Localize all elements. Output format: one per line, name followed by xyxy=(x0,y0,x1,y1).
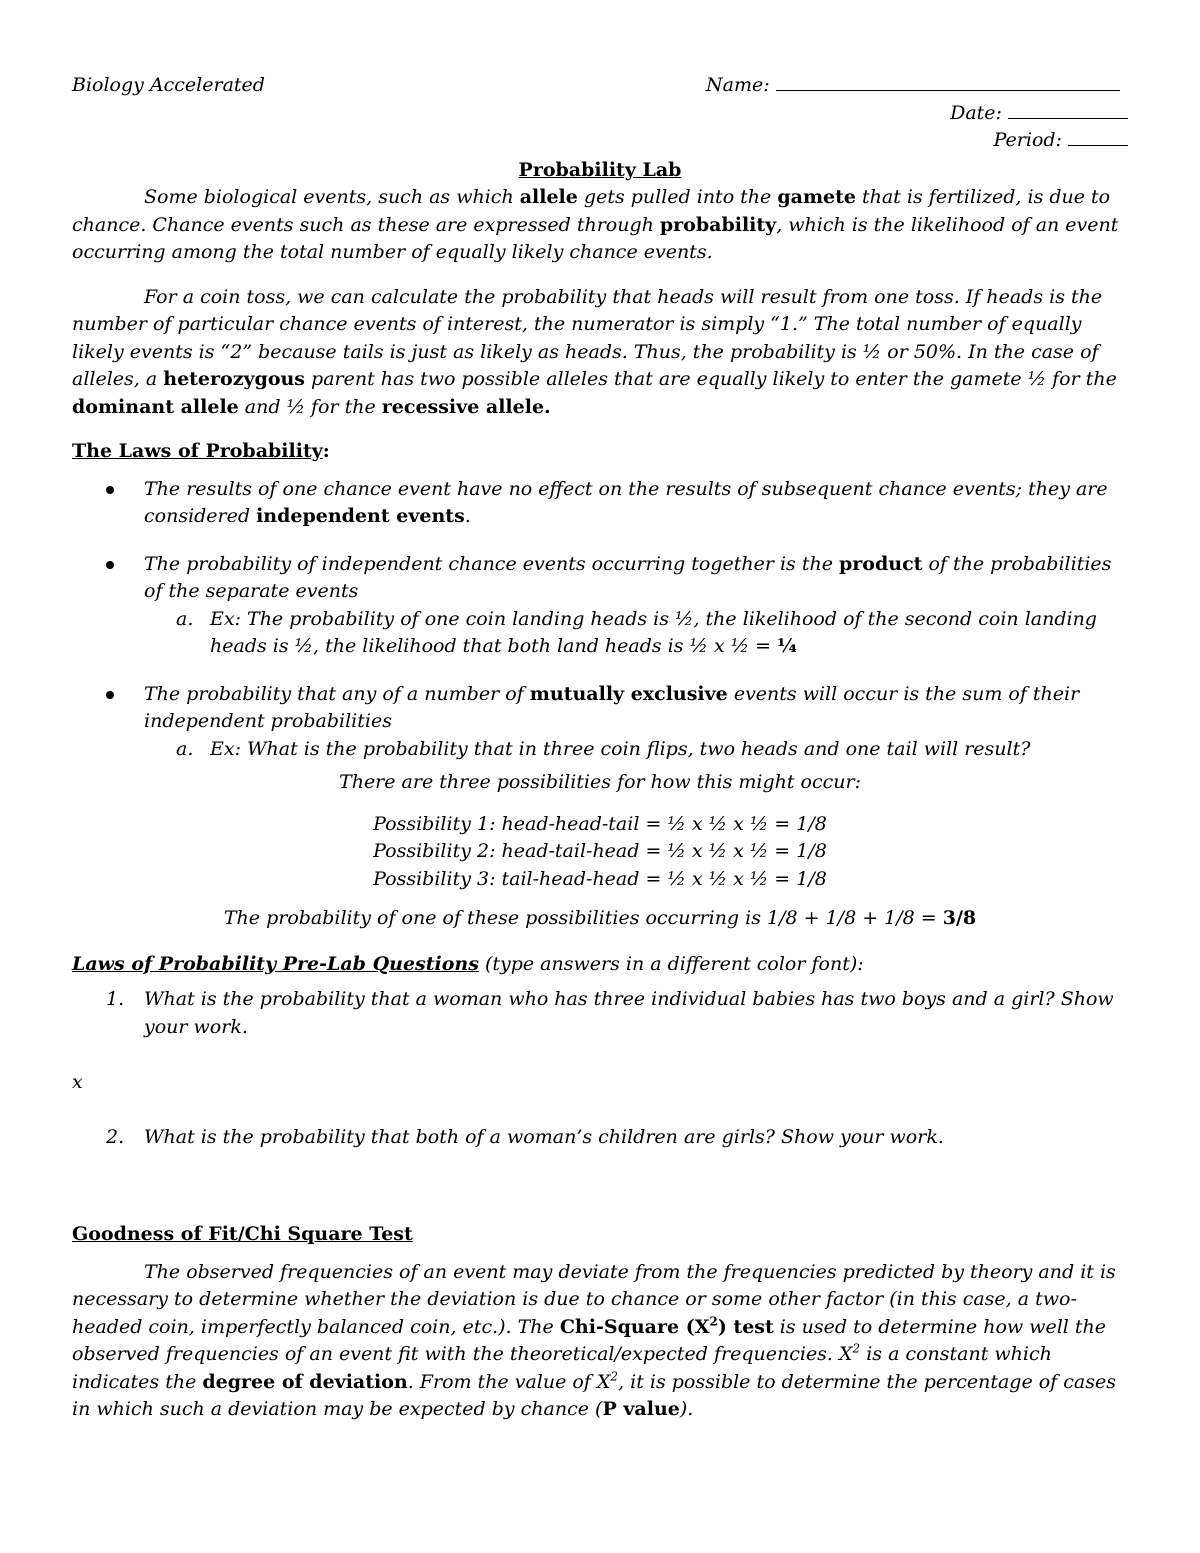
law-bullet-2: The probability of independent chance events occurring together is the product of the probabilities of the separate events xyxy=(72,551,1128,606)
law-bullet-2-example: a. Ex: The probability of one coin landing heads is ½, the likelihood of the second coin landing heads is ½, the likelihood that both land heads is ½ x ½ = ¼ xyxy=(176,607,1097,657)
law-bullet-3-example: a. Ex: What is the probability that in three coin flips, two heads and one tail will result? xyxy=(176,737,1031,760)
period-label: Period: xyxy=(993,129,1062,151)
bullet-icon xyxy=(106,486,114,494)
probability-total: The probability of one of these possibilities occurring is 1/8 + 1/8 + 1/8 = 3/8 xyxy=(223,907,977,929)
date-label: Date: xyxy=(950,101,1002,124)
prelab-question-2: 2. What is the probability that both of a woman’s children are girls? Show your work. xyxy=(106,1125,944,1148)
name-blank[interactable] xyxy=(776,72,1120,91)
intro-paragraph-2: For a coin toss, we can calculate the probability that heads will result from one toss. If heads is the number of particular chance events of interest, the numerator is simply “1.” The total number of equally likely events is “2” because tails is just as likely as heads. Thus, the probability is ½ or 50%. In the case of alleles, a heterozygous parent has two possible alleles that are equally likely to enter the gamete ½ for the dominant allele and ½ for the recessive allele. xyxy=(72,285,1117,418)
chi-square-heading: Goodness of Fit/Chi Square Test xyxy=(72,1223,413,1245)
prelab-heading: Laws of Probability Pre-Lab Questions (type answers in a different color font): xyxy=(72,952,864,975)
law-bullet-1: The results of one chance event have no effect on the results of subsequent chance events; they are considered independent events. xyxy=(72,476,1128,531)
possibility-3: Possibility 3: tail-head-head = ½ x ½ x ½ = 1/8 xyxy=(373,867,827,890)
possibilities-intro: There are three possibilities for how this might occur: xyxy=(339,771,861,793)
date-field[interactable] xyxy=(950,100,1128,128)
answer-field-1[interactable]: x xyxy=(72,1071,83,1093)
name-label: Name: xyxy=(706,74,770,96)
document-page xyxy=(72,72,1128,1424)
law-bullet-3: The probability that any of a number of mutually exclusive events will occur is the sum of their independent probabilities xyxy=(72,681,1128,736)
bullet-icon xyxy=(106,561,114,569)
prelab-question-1: 1. What is the probability that a woman who has three individual babies has two boys and a girl? Show your work. xyxy=(106,988,1114,1038)
chi-square-paragraph: The observed frequencies of an event may deviate from the frequencies predicted by theory and it is necessary to determine whether the deviation is due to chance or some other factor (in this case, a two-headed coin, imperfectly balanced coin, etc.). The Chi-Square $(X^2)$ test is used to determine how well the observed frequencies of an event fit with the theoretical/expected frequencies. $X^2$ is a constant which indicates the degree of deviation. From the value of $X^2$, it is possible to determine the percentage of cases in which such a deviation may be expected by chance (P value). xyxy=(72,1260,1116,1420)
period-field[interactable] xyxy=(994,127,1128,155)
intro-paragraph-1: Some biological events, such as which allele gets pulled into the gamete that is fertilized, is due to chance. Chance events such as these are expressed through probability, which is the likelihood of an event occurring among the total number of equally likely chance events. xyxy=(72,186,1119,263)
page-title: Probability Lab xyxy=(518,158,682,181)
header-row-1 xyxy=(72,72,1128,100)
period-blank[interactable] xyxy=(1068,127,1128,146)
bullet-icon xyxy=(106,691,114,699)
header-row-2 xyxy=(72,100,1128,128)
date-blank[interactable] xyxy=(1008,100,1128,119)
possibilities-list xyxy=(72,811,1128,894)
course-name: Biology Accelerated xyxy=(72,74,265,96)
possibility-2: Possibility 2: head-tail-head = ½ x ½ x ½ = 1/8 xyxy=(373,840,827,862)
laws-heading: The Laws of Probability: xyxy=(72,440,330,462)
name-field[interactable] xyxy=(706,72,1120,100)
possibility-1: Possibility 1: head-head-tail = ½ x ½ x ½ = 1/8 xyxy=(373,812,827,835)
header-row-3 xyxy=(72,127,1128,155)
